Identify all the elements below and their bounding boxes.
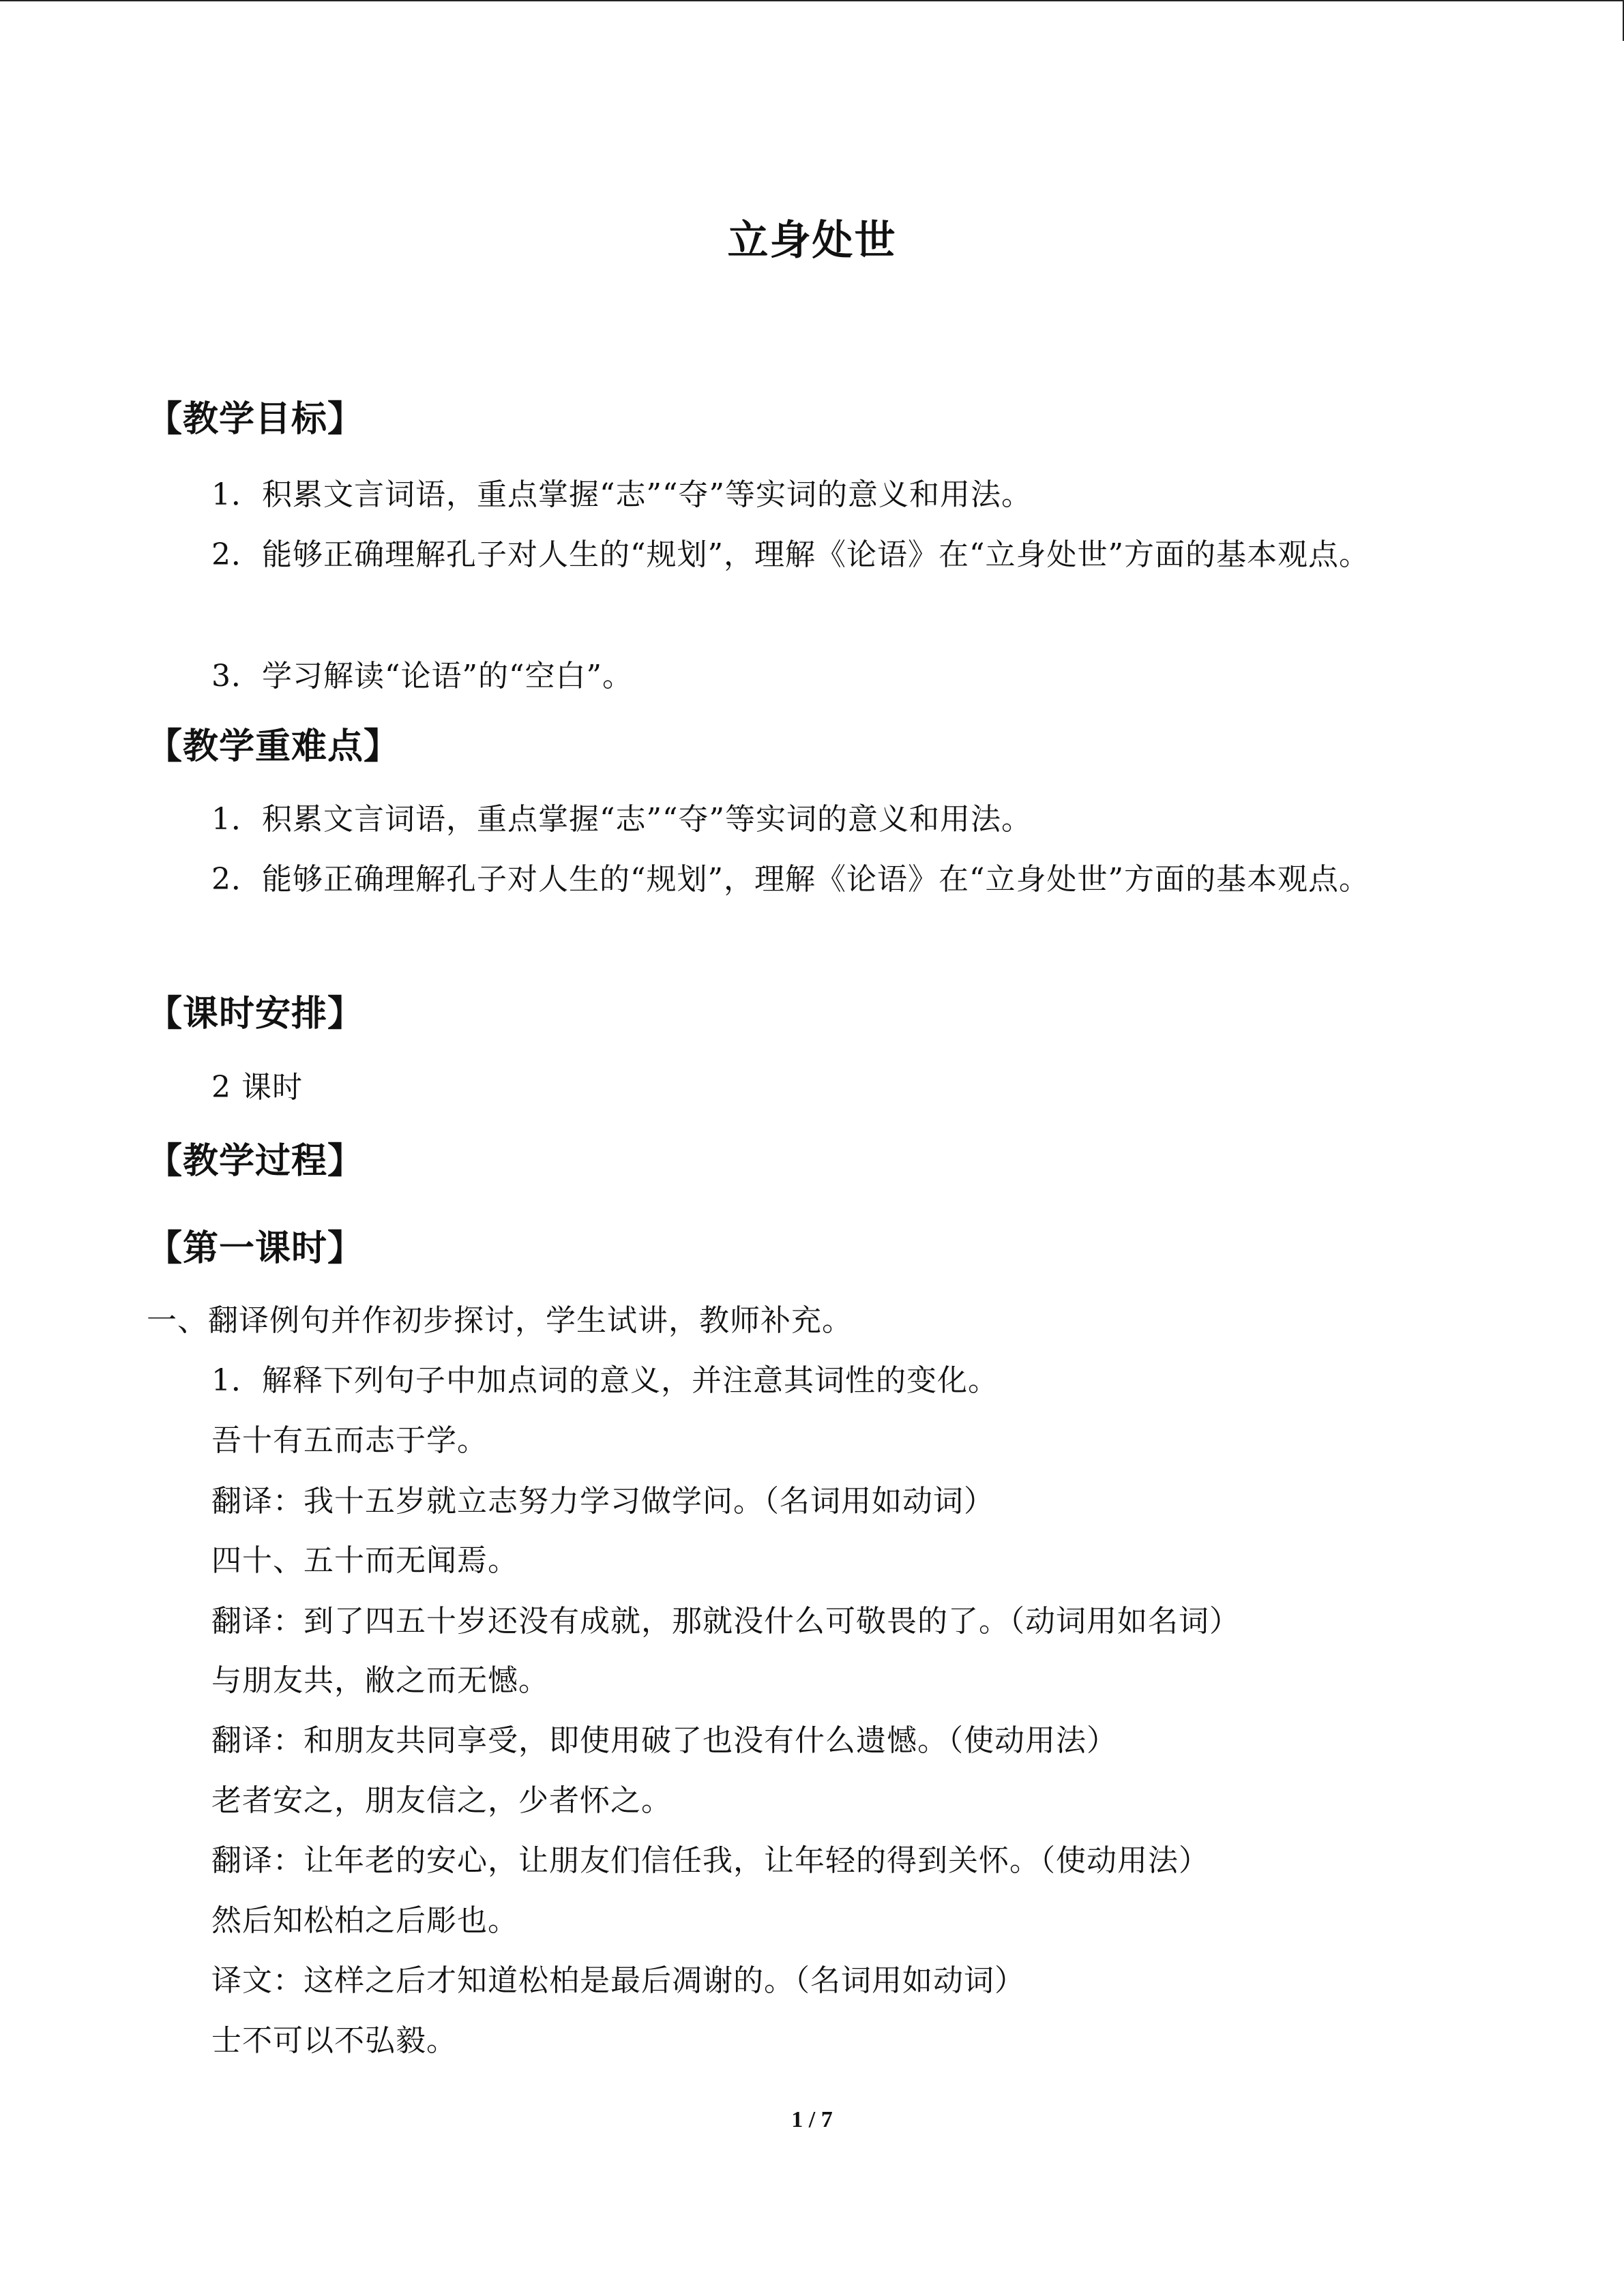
lesson1-line: 翻译：到了四五十岁还没有成就，那就没什么可敬畏的了。（动词用如名词） — [211, 1604, 1240, 1639]
lesson1-line: 翻译：我十五岁就立志努力学习做学问。（名词用如动词） — [211, 1484, 994, 1519]
lesson1-line: 与朋友共，敝之而无憾。 — [211, 1663, 549, 1698]
lesson1-line: 老者安之，朋友信之，少者怀之。 — [211, 1783, 672, 1818]
page-number: 1 / 7 — [791, 2107, 833, 2132]
lesson1-line: 吾十有五而志于学。 — [211, 1423, 488, 1458]
objective-item-3: 3．学习解读“论语”的“空白”。 — [211, 659, 633, 694]
page-title: 立身处世 — [727, 217, 897, 265]
section-heading-objectives: 【教学目标】 — [147, 399, 364, 440]
lesson1-step-1: 一、翻译例句并作初步探讨，学生试讲，教师补充。 — [147, 1303, 853, 1338]
section-heading-schedule: 【课时安排】 — [147, 994, 364, 1034]
key-point-item-1: 1．积累文言词语，重点掌握“志”“夺”等实词的意义和用法。 — [211, 802, 1032, 837]
section-heading-process: 【教学过程】 — [147, 1141, 364, 1182]
section-heading-key-points: 【教学重难点】 — [147, 726, 400, 767]
schedule-text: 2 课时 — [211, 1070, 303, 1105]
top-border-rule — [0, 0, 1624, 1]
lesson1-line: 然后知松柏之后彫也。 — [211, 1903, 518, 1938]
lesson1-line: 1．解释下列句子中加点词的意义，并注意其词性的变化。 — [211, 1363, 999, 1398]
key-point-item-2: 2．能够正确理解孔子对人生的“规划”，理解《论语》在“立身处世”方面的基本观点。 — [211, 862, 1370, 897]
lesson1-line: 四十、五十而无闻焉。 — [211, 1543, 518, 1578]
lesson1-line: 翻译：让年老的安心，让朋友们信任我，让年轻的得到关怀。（使动用法） — [211, 1843, 1209, 1878]
section-heading-lesson1: 【第一课时】 — [147, 1228, 364, 1269]
lesson1-line: 译文：这样之后才知道松柏是最后凋谢的。（名词用如动词） — [211, 1963, 1025, 1998]
objective-item-2: 2．能够正确理解孔子对人生的“规划”，理解《论语》在“立身处世”方面的基本观点。 — [211, 537, 1370, 572]
lesson1-line: 翻译：和朋友共同享受，即使用破了也没有什么遗憾。（使动用法） — [211, 1723, 1117, 1758]
lesson1-line: 士不可以不弘毅。 — [211, 2023, 457, 2058]
objective-item-1: 1．积累文言词语，重点掌握“志”“夺”等实词的意义和用法。 — [211, 477, 1032, 512]
